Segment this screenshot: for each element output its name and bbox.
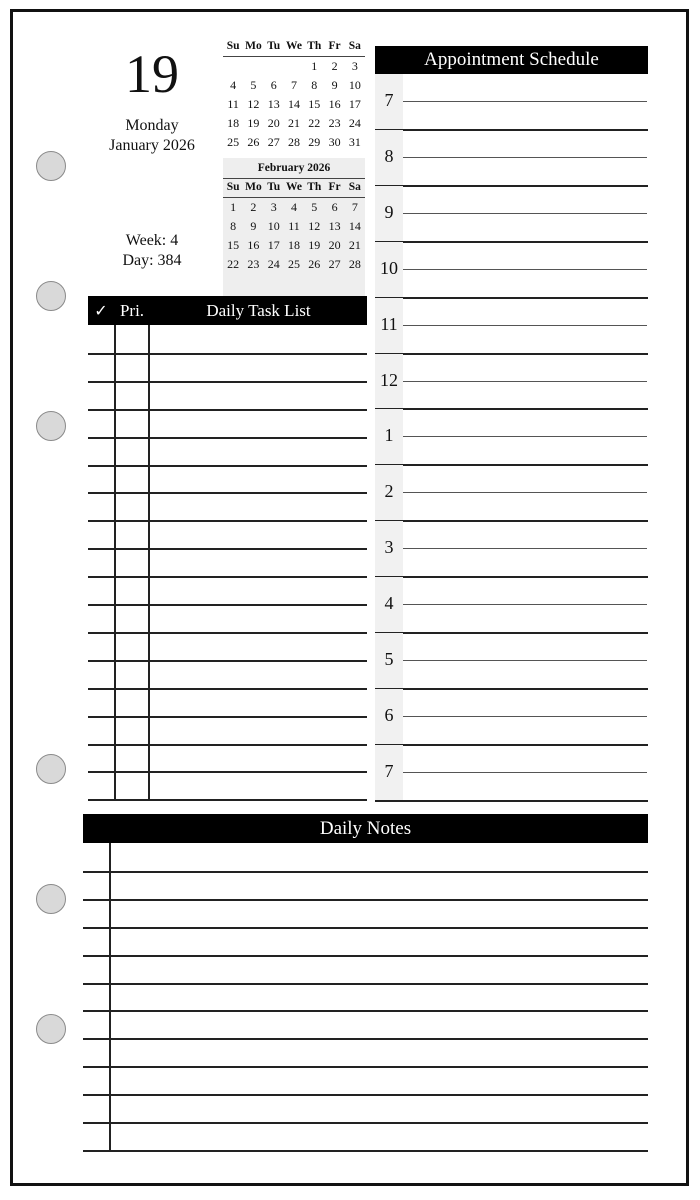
calendar-day: 8 [230,219,237,233]
binder-hole [36,151,66,181]
task-line [88,632,367,634]
half-hour-line [403,325,647,326]
calendar-day: 3 [270,200,277,214]
hour-label: 6 [384,704,394,725]
hour-label: 12 [380,369,398,390]
task-line [88,771,367,773]
half-hour-line [403,436,647,437]
notes-line [83,1010,648,1012]
hour-label: 5 [384,649,394,669]
hour-line [375,185,648,187]
priority-column-header: Pri. [119,301,145,320]
calendar-day: 12 [247,97,260,111]
calendar-day: 7 [290,78,297,92]
task-line [88,465,367,467]
task-line [88,604,367,606]
half-hour-line [403,548,647,549]
calendar-day: 11 [227,97,239,111]
weekday-label: Fr [328,181,341,193]
notes-line [83,1122,648,1124]
half-hour-line [403,157,647,158]
task-line [88,744,367,746]
calendar-day: 31 [348,135,361,149]
half-hour-line [403,660,647,661]
half-hour-line [403,772,647,773]
task-line [88,437,367,439]
calendar-day: 20 [267,116,280,130]
calendar-day: 28 [348,257,361,271]
weekday-label: We [286,40,302,52]
check-column-header: ✓ [94,301,108,320]
calendar-day: 24 [267,257,280,271]
hour-line [375,241,648,243]
task-line [88,576,367,578]
weekday-label: Mo [245,181,262,193]
calendar-day: 2 [250,200,257,214]
notes-line [83,927,648,929]
task-line [88,660,367,662]
calendar-day: 24 [348,116,361,130]
task-line [88,353,367,355]
hour-line [375,297,648,299]
weekday-label: Tu [267,181,281,193]
hour-line [375,800,648,802]
calendar-day: 4 [290,200,297,214]
half-hour-line [403,604,647,605]
task-line [88,799,367,801]
hour-line [375,688,648,690]
calendar-day: 3 [351,59,358,73]
calendar-day: 30 [328,135,341,149]
weekday-label: Monday [125,117,179,134]
half-hour-line [403,381,647,382]
calendar-day: 10 [267,219,280,233]
notes-line [83,899,648,901]
calendar-day: 18 [227,116,240,130]
calendar-day: 17 [348,97,361,111]
calendar-day: 2 [331,59,338,73]
calendar-day: 25 [227,135,240,149]
weekday-label: Sa [348,181,361,193]
calendar-day: 28 [287,135,300,149]
calendar-day: 23 [247,257,260,271]
notes-line [83,871,648,873]
calendar-day: 1 [311,59,318,73]
task-line [88,716,367,718]
hour-label: 4 [384,593,394,614]
mini-calendar-february-title: February 2026 [257,162,331,174]
calendar-day: 27 [328,257,341,271]
calendar-day: 19 [247,116,260,130]
week-number-label: Week: 4 [125,232,179,249]
calendar-day: 13 [267,97,280,111]
hour-label: 7 [384,760,394,781]
binder-hole [36,754,66,784]
calendar-day: 9 [250,219,257,233]
hour-line [375,408,648,410]
calendar-day: 8 [311,78,318,92]
hour-label: 11 [380,313,398,334]
weekday-label: Sa [348,40,361,52]
calendar-day: 5 [250,78,257,92]
calendar-day: 19 [308,238,321,252]
weekday-label: Mo [245,40,262,52]
calendar-day: 11 [288,219,300,233]
calendar-day: 4 [230,78,237,92]
binder-hole [36,884,66,914]
task-line [88,381,367,383]
weekday-label: Su [226,181,240,193]
notes-line [83,983,648,985]
calendar-day: 15 [308,97,321,111]
hour-line [375,520,648,522]
weekday-label: Fr [328,40,341,52]
calendar-day: 6 [270,78,277,92]
calendar-day: 6 [331,200,338,214]
month-year-label: January 2026 [109,137,195,154]
hour-label: 3 [384,537,394,558]
calendar-day: 16 [247,238,260,252]
weekday-label: Th [307,40,322,52]
calendar-day: 23 [328,116,341,130]
calendar-day: 26 [247,135,260,149]
calendar-day: 26 [308,257,321,271]
half-hour-line [403,101,647,102]
appointment-schedule-header: Appointment Schedule [375,46,648,74]
daily-notes-header: Daily Notes [83,814,648,843]
calendar-day: 15 [227,238,240,252]
calendar-day: 22 [227,257,240,271]
task-line [88,492,367,494]
calendar-day: 10 [348,78,361,92]
task-line [88,520,367,522]
task-list-title: Daily Task List [206,301,311,320]
calendar-day: 20 [328,238,341,252]
mini-calendar-february [223,198,365,274]
calendar-day: 7 [351,200,358,214]
day-number: 19 [125,44,179,104]
half-hour-line [403,492,647,493]
calendar-day: 18 [287,238,300,252]
calendar-day: 27 [267,135,280,149]
calendar-day: 13 [328,219,341,233]
calendar-day [284,57,304,76]
weekday-label: We [286,181,302,193]
hour-line [375,632,648,634]
task-line [88,409,367,411]
mini-calendar-february-weekdays [223,178,365,197]
calendar-day: 9 [331,78,338,92]
check-column-divider [114,325,116,800]
mini-calendar-january [223,57,365,152]
mini-calendar-january-weekdays [223,37,365,56]
half-hour-line [403,213,647,214]
calendar-day: 1 [230,200,237,214]
hour-line [375,129,648,131]
binder-hole [36,281,66,311]
calendar-day [264,57,284,76]
weekday-label: Su [226,40,240,52]
notes-margin-line [109,843,111,1151]
hour-line [375,353,648,355]
hour-label: 1 [384,425,394,446]
calendar-day: 29 [308,135,321,149]
hour-line [375,576,648,578]
binder-hole [36,1014,66,1044]
hour-label: 9 [384,201,394,222]
task-line [88,688,367,690]
day-of-year-label: Day: 384 [122,252,182,269]
calendar-day: 5 [311,200,318,214]
calendar-day: 22 [308,116,321,130]
hour-label: 8 [384,145,394,166]
hour-label: 7 [384,90,394,110]
calendar-day [223,57,243,76]
calendar-day: 21 [348,238,361,252]
task-line [88,548,367,550]
calendar-day: 14 [287,97,300,111]
hour-label: 2 [384,481,394,502]
notes-line [83,955,648,957]
weekday-label: Tu [267,40,281,52]
calendar-day: 14 [348,219,361,233]
calendar-day [243,57,263,76]
hour-line [375,744,648,746]
half-hour-line [403,716,647,717]
hour-line [375,464,648,466]
notes-line [83,1066,648,1068]
notes-line [83,1038,648,1040]
priority-column-divider [148,325,150,800]
binder-hole [36,411,66,441]
calendar-day: 17 [267,238,280,252]
calendar-day: 21 [287,116,300,130]
notes-line [83,1094,648,1096]
hour-label: 10 [380,257,398,278]
half-hour-line [403,269,647,270]
calendar-day: 25 [287,257,300,271]
notes-line [83,1150,648,1152]
weekday-label: Th [307,181,322,193]
calendar-day: 12 [308,219,321,233]
calendar-day: 16 [328,97,341,111]
